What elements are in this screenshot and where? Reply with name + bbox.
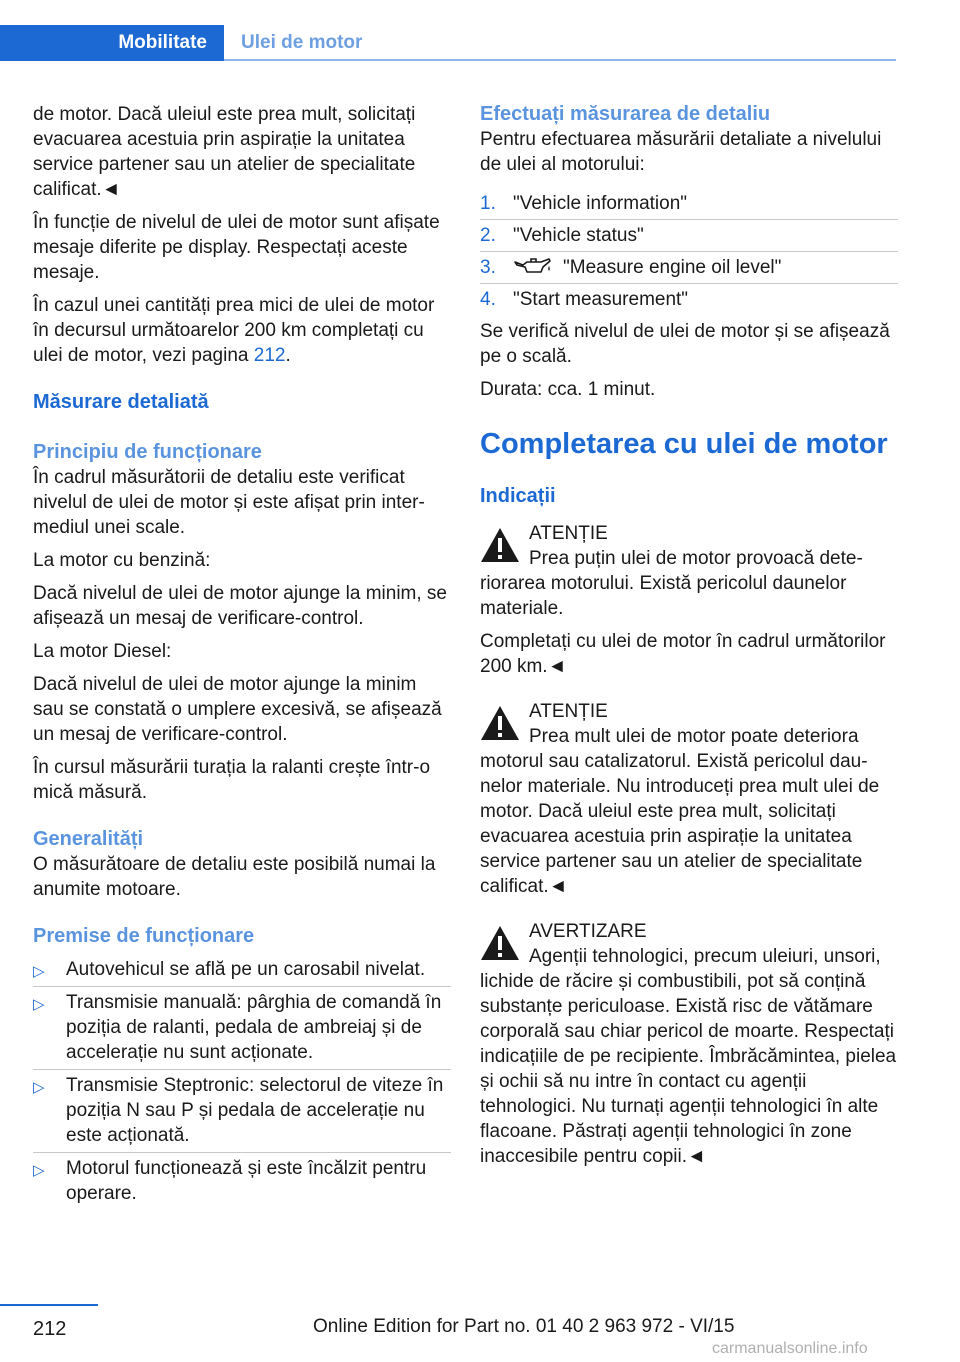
- paragraph: Se verifică nivelul de ulei de motor și se afișează pe o scală.: [480, 321, 890, 367]
- prerequisites-list: [33, 957, 451, 1206]
- divider: [480, 219, 898, 220]
- triangle-bullet-icon: ▷: [33, 1162, 45, 1179]
- list-item: [480, 223, 898, 248]
- warning-triangle-icon: [480, 925, 520, 961]
- paragraph: [33, 293, 451, 368]
- paragraph: Durata: cca. 1 minut.: [480, 379, 656, 400]
- step-number: 1.: [480, 193, 496, 214]
- heading-principle: Principiu de funcționare: [33, 441, 262, 463]
- warning-title: ATENȚIE: [529, 701, 608, 722]
- list-item: [33, 990, 451, 1065]
- list-item: [33, 957, 451, 982]
- warning-text: Prea puțin ulei de motor provoacă deteriorarea motorului. Există pericolul daunelor materiale.: [480, 548, 863, 619]
- divider: [33, 1069, 451, 1070]
- right-column: [480, 102, 898, 1177]
- oil-can-icon: [513, 257, 553, 275]
- paragraph: În cadrul măsurătorii de detaliu este verificat nivelul de ulei de motor și este afișat prin intermediul unei scale.: [33, 467, 425, 538]
- warning-text: Prea mult ulei de motor poate deteriora motorul sau catalizatorul. Există pericolul daunelor materiale. Nu introduceți prea mult ulei de motor. Dacă uleiul este prea mult, solicitați evacuarea acestuia prin aspirație la unitatea service partener sau un atelier de specialitate calificat.◄: [480, 726, 880, 897]
- triangle-bullet-icon: ▷: [33, 1079, 45, 1096]
- watermark: carmanualsonline.info: [712, 1340, 868, 1357]
- warning-title: ATENȚIE: [529, 523, 608, 544]
- left-column: [33, 102, 451, 1214]
- paragraph: În funcție de nivelul de ulei de motor sunt afișate mesaje diferite pe display. Respectați aceste mesaje.: [33, 212, 440, 283]
- list-item: [480, 255, 898, 280]
- footer-line: [0, 1304, 98, 1306]
- list-item: [33, 1073, 451, 1148]
- divider: [480, 283, 898, 284]
- tab-ulei-de-motor[interactable]: [224, 25, 362, 61]
- triangle-bullet-icon: ▷: [33, 963, 45, 980]
- divider: [33, 986, 451, 987]
- warning-text: Agenții tehnologici, precum uleiuri, unsori, lichide de răcire și combustibili, pot să conțină substanțe periculoase. Există risc de vătămare corporală sau chiar pericol de moarte. Respectați indicațiile de pe recipiente. Îmbrăcămintea, pielea și ochii să nu intre în contact cu agenții tehnologici. Nu turnați agenții tehnologici în alte flacoane. Păstrați agenții tehnologici în zone inaccesibile pentru copii.◄: [480, 946, 897, 1167]
- heading-prerequisites: Premise de funcționare: [33, 925, 255, 947]
- list-item-text: Transmisie manuală: pârghia de comandă în poziția de ralanti, pedala de ambreiaj și de accelerație nu sunt acționate.: [66, 992, 442, 1063]
- divider: [33, 1152, 451, 1153]
- paragraph: Completați cu ulei de motor în cadrul următorilor 200 km.◄: [480, 631, 886, 677]
- step-number: 2.: [480, 225, 496, 246]
- heading-oil-fill: Completarea cu ulei de motor: [480, 428, 888, 460]
- measurement-steps: [480, 191, 898, 312]
- warning-triangle-icon: [480, 705, 520, 741]
- heading-hints: Indicații: [480, 485, 556, 507]
- paragraph: Dacă nivelul de ulei de motor ajunge la minim sau se constată o umplere excesivă, se afișează un mesaj de verificare-control.: [33, 674, 442, 745]
- list-item-text: Autovehicul se află pe un carosabil nivelat.: [66, 959, 426, 980]
- paragraph: În cursul măsurării turația la ralanti crește într-o mică măsură.: [33, 757, 431, 803]
- list-item: [480, 287, 898, 312]
- heading-general: Generalități: [33, 828, 144, 850]
- step-text: "Vehicle status": [513, 225, 644, 246]
- paragraph-text: .: [285, 345, 291, 366]
- list-item-text: Transmisie Steptronic: selectorul de viteze în poziția N sau P și pedala de accelerație nu este acționată.: [66, 1075, 444, 1146]
- page-link[interactable]: 212: [253, 345, 286, 366]
- edition-text: Online Edition for Part no. 01 40 2 963 972 - VI/15: [313, 1316, 735, 1337]
- step-number: 3.: [480, 257, 496, 278]
- tab-mobilitate[interactable]: [0, 25, 224, 61]
- list-item: [480, 191, 898, 216]
- heading-detailed-measurement: Măsurare detaliată: [33, 391, 209, 413]
- warning-title: AVERTIZARE: [529, 921, 647, 942]
- warning-triangle-icon: [480, 527, 520, 563]
- step-text: "Start measurement": [513, 289, 689, 310]
- step-number: 4.: [480, 289, 496, 310]
- list-item: [33, 1156, 451, 1206]
- header-tabs: [0, 25, 896, 61]
- heading-perform-measurement: Efectuați măsurarea de detaliu: [480, 103, 771, 125]
- warning-block: [480, 919, 898, 1169]
- paragraph: O măsurătoare de detaliu este posibilă numai la anumite motoare.: [33, 854, 436, 900]
- step-text: "Measure engine oil level": [563, 257, 782, 278]
- list-item-text: Motorul funcționează și este încălzit pentru operare.: [66, 1158, 427, 1204]
- paragraph: Dacă nivelul de ulei de motor ajunge la minim, se afișează un mesaj de verificare-control.: [33, 583, 447, 629]
- page-number: 212: [33, 1318, 67, 1340]
- step-text: "Vehicle information": [513, 193, 688, 214]
- tab-mobilitate-label: Mobilitate: [118, 32, 207, 53]
- paragraph: La motor cu benzină:: [33, 550, 211, 571]
- paragraph-text: În cazul unei cantități prea mici de ulei de motor în decursul următoarelor 200 km completați cu ulei de motor, vezi pagina: [33, 295, 435, 366]
- paragraph: de motor. Dacă uleiul este prea mult, solicitați evacuarea acestuia prin aspirație la unitatea service partener sau un atelier de specialitate calificat.◄: [33, 104, 416, 200]
- warning-block: [480, 699, 898, 899]
- triangle-bullet-icon: ▷: [33, 996, 45, 1013]
- divider: [480, 251, 898, 252]
- paragraph: La motor Diesel:: [33, 641, 172, 662]
- tab-underline: [224, 59, 896, 61]
- paragraph: Pentru efectuarea măsurării detaliate a nivelului de ulei al motorului:: [480, 129, 882, 175]
- warning-block: [480, 521, 898, 621]
- tab-ulei-label: Ulei de motor: [241, 32, 363, 53]
